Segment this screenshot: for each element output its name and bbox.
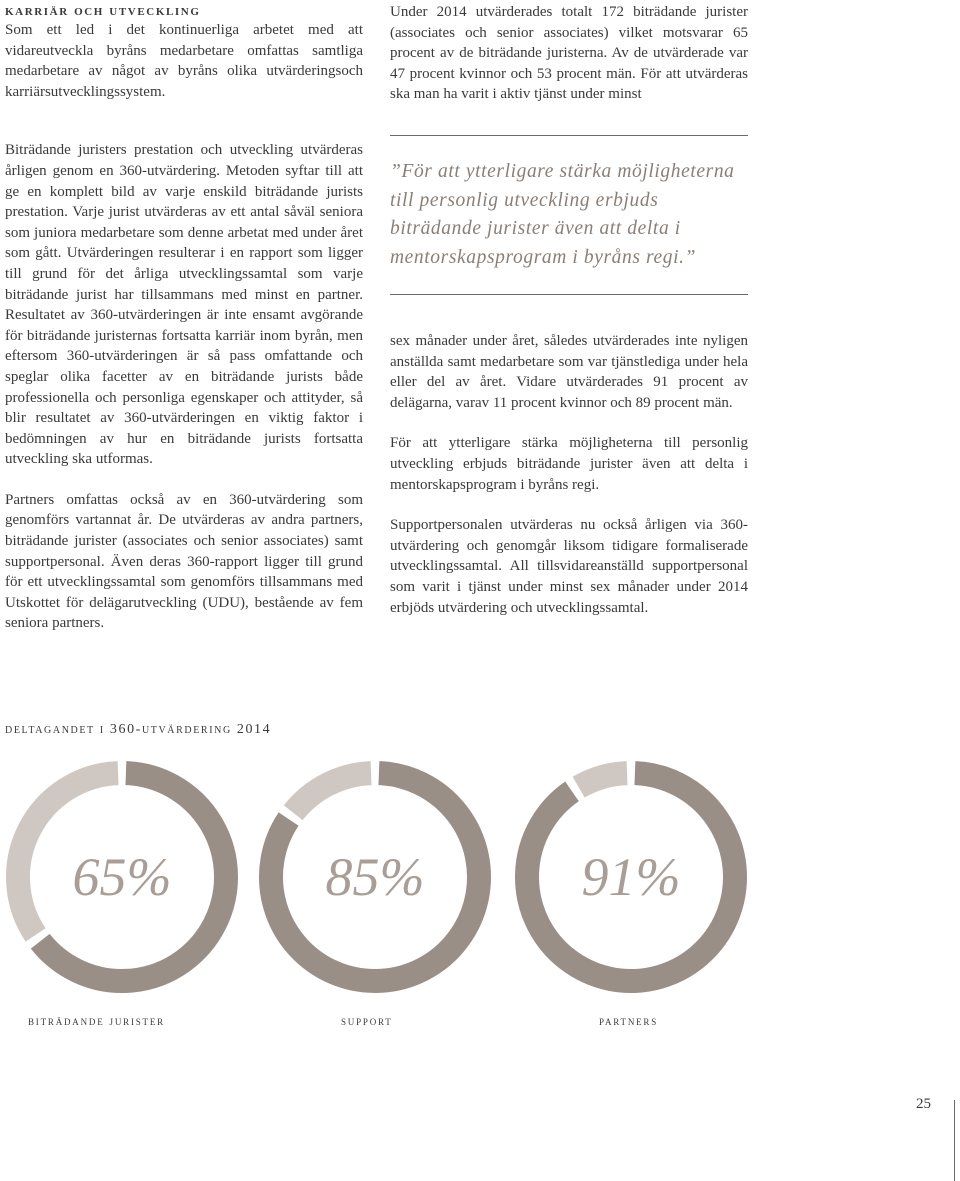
body-paragraph: Biträdande juristers prestation och utveckling utvärderas årligen genom en 360-utvärdering. Metoden syftar till att ge en komplett bild av varje enskild biträdande jurists prestation. Varje jurist utvärderas av ett antal såväl seniora som juniora medarbetare som denne arbetat med under året som gått. Utvärderingen resulterar i en rapport som ligger till grund för det årliga utvecklingssamtal som varje biträdande jurist har tillsammans med minst en partner. Resultatet av 360-utvärderingen är inte ensamt avgörande för biträdande juristernas fortsatta karriär inom byrån, men eftersom 360-utvärderingen är så pass omfattande och speglar olika facetter av en biträdande jurists både professionella och personliga egenskaper och attityder, så blir resultatet av 360-utvärderingen en viktig faktor i bedömningen av hur en biträdande jurists fortsatta utveckling ska utformas. [5, 142, 363, 468]
quote-rule-bottom [390, 294, 748, 295]
donut-value-label: 65% [72, 847, 172, 907]
body-paragraph: Supportpersonalen utvärderas nu också årligen via 360-utvärdering och genomgår liksom tidigare formaliserade utvecklingssamtal. All tillsvidareanställd supportpersonal som varit i tjänst under minst sex månader under 2014 erbjöds utvärdering och utvecklingssamtal. [390, 517, 748, 616]
intro-paragraph: Som ett led i det kontinuerliga arbetet med att vidareutveckla byråns medarbetare omfattas samtliga medarbetare av något av byråns olika utvärderingsoch karriärsutvecklingssystem. [5, 22, 363, 100]
donut-label-partners: partners [599, 1013, 659, 1028]
donut-value-label: 91% [581, 847, 681, 907]
donut-charts [0, 755, 960, 1005]
body-paragraph: För att ytterligare stärka möjligheterna till personlig utveckling erbjuds biträdande jurister även att delta i mentorskapsprogram i byråns regi. [390, 435, 748, 493]
right-column [390, 2, 748, 125]
donut-label-associates: biträdande jurister [28, 1013, 165, 1028]
pull-quote: ”För att ytterligare stärka möjligheterna till personlig utveckling erbjuds biträdande jurister även att delta i mentorskapsprogram i byråns regi.” [390, 161, 735, 268]
donut-remainder-arc [293, 773, 371, 813]
chart-title: deltagandet i 360-utvärdering 2014 [5, 722, 272, 737]
section-heading: karriär och utveckling [5, 3, 201, 19]
left-column [5, 2, 363, 654]
page-number: 25 [916, 1096, 931, 1112]
donut-label-support: support [341, 1013, 393, 1028]
right-column-lower [390, 331, 748, 638]
page-edge-rule [954, 1100, 955, 1181]
body-paragraph: sex månader under året, således utvärderades inte nyligen anställda samt medarbetare som var tjänstlediga under hela eller del av året. Vidare utvärderades 91 procent av delägarna, varav 11 procent kvinnor och 89 procent män. [390, 333, 748, 411]
body-paragraph: Under 2014 utvärderades totalt 172 biträdande jurister (associates och senior associates) vilket motsvarar 65 procent av de biträdande juristerna. Av de utvärderade var 47 procent kvinnor och 53 procent män. För att utvärderas ska man ha varit i aktiv tjänst under minst [390, 4, 748, 103]
body-paragraph: Partners omfattas också av en 360-utvärdering som genomförs vartannat år. De utvärderas av andra partners, biträdande jurister (associates och senior associates) samt supportpersonal. Även deras 360-rapport ligger till grund för ett utvecklingssamtal som genomförs tillsammans med Utskottet för delägarutveckling (UDU), bestående av fem seniora partners. [5, 491, 363, 632]
donut-value-label: 85% [325, 847, 425, 907]
donut-remainder-arc [579, 773, 627, 787]
quote-rule-top [390, 135, 748, 136]
